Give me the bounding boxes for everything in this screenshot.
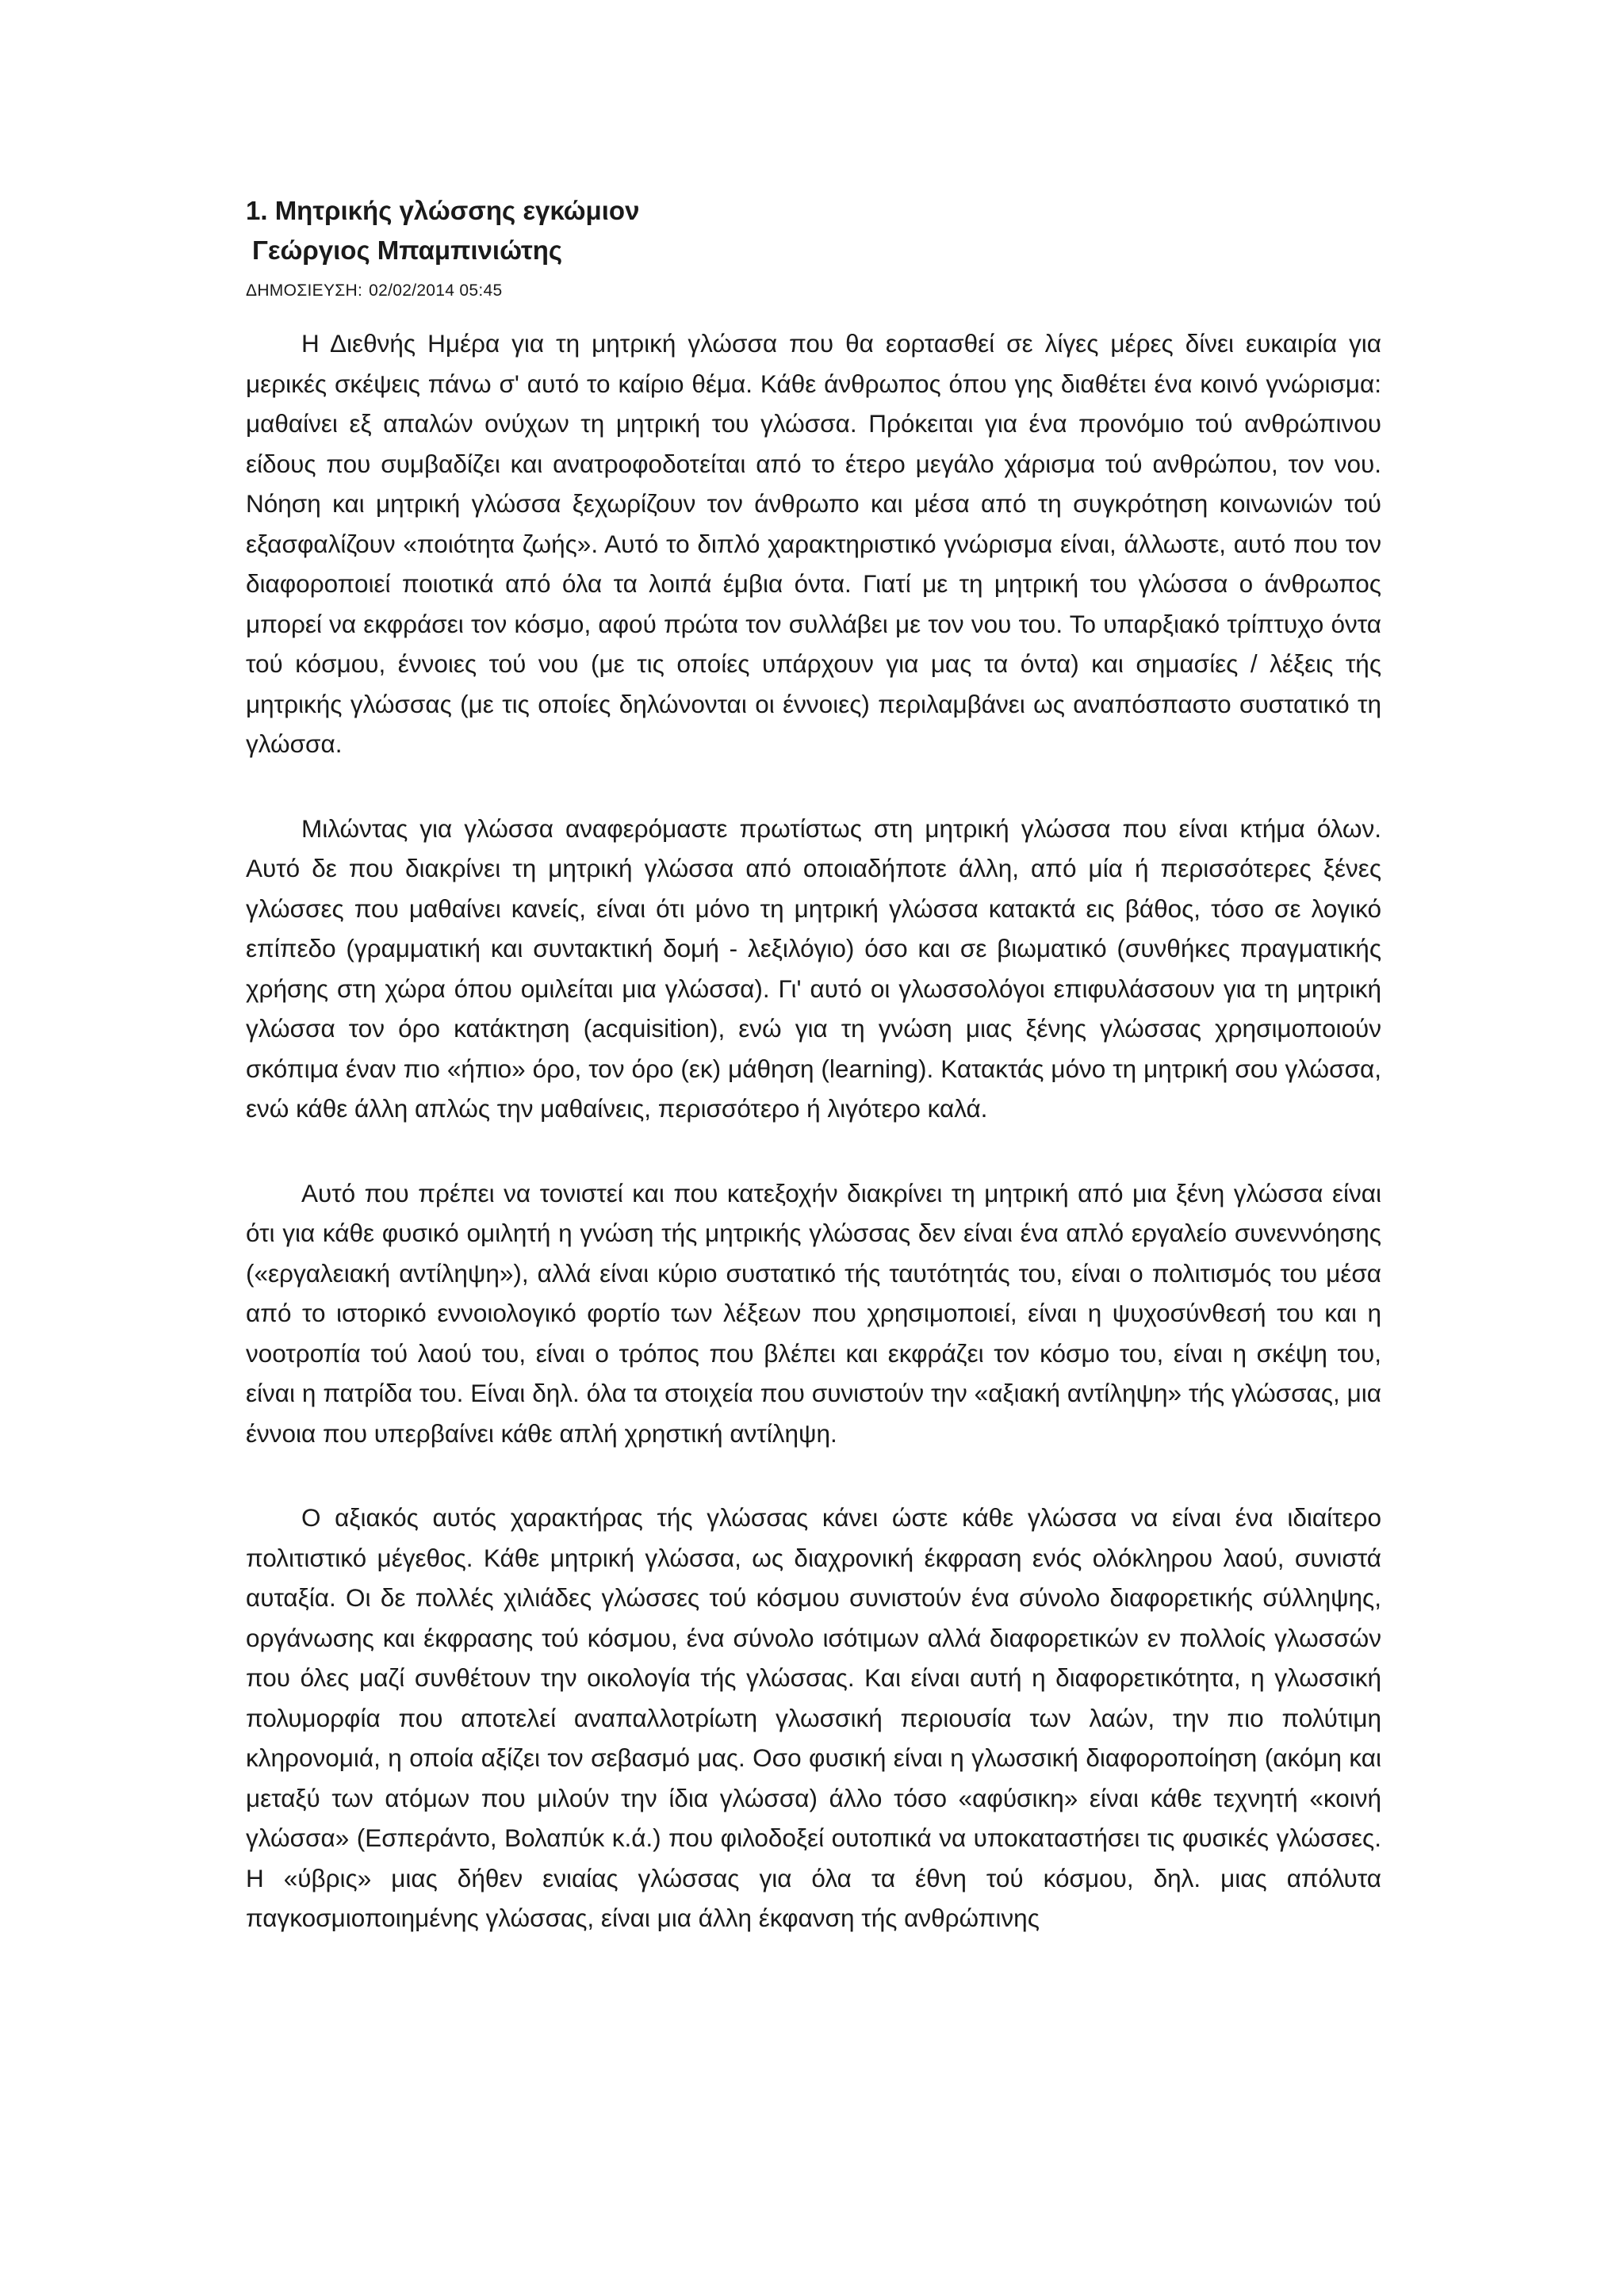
article bbox=[246, 193, 1381, 1938]
paragraph: Η Διεθνής Ημέρα για τη μητρική γλώσσα που θα εορτασθεί σε λίγες μέρες δίνει ευκαιρία για μερικές σκέψεις πάνω σ' αυτό το καίριο θέμα. Κάθε άνθρωπος όπου γης διαθέτει ένα κοινό γνώρισμα: μαθαίνει εξ απαλών ονύχων τη μητρική του γλώσσα. Πρόκειται για ένα προνόμιο τού ανθρώπινου είδους που συμβαδίζει και ανατροφοδοτείται από το έτερο μεγάλο χάρισμα τού ανθρώπου, τον νου. Νόηση και μητρική γλώσσα ξεχωρίζουν τον άνθρωπο και μέσα από τη συγκρότηση κοινωνιών τού εξασφαλίζουν «ποιότητα ζωής». Αυτό το διπλό χαρακτηριστικό γνώρισμα είναι, άλλωστε, αυτό που τον διαφοροποιεί ποιοτικά από όλα τα λοιπά έμβια όντα. Γιατί με τη μητρική του γλώσσα ο άνθρωπος μπορεί να εκφράσει τον κόσμο, αφού πρώτα τον συλλάβει με τον νου του. Το υπαρξιακό τρίπτυχο όντα τού κόσμου, έννοιες τού νου (με τις οποίες υπάρχουν για μας τα όντα) και σημασίες / λέξεις τής μητρικής γλώσσας (με τις οποίες δηλώνονται οι έννοιες) περιλαμβάνει ως αναπόσπαστο συστατικό τη γλώσσα. bbox=[246, 329, 1381, 758]
paragraph: Ο αξιακός αυτός χαρακτήρας τής γλώσσας κάνει ώστε κάθε γλώσσα να είναι ένα ιδιαίτερο πολιτιστικό μέγεθος. Κάθε μητρική γλώσσα, ως διαχρονική έκφραση ενός ολόκληρου λαού, συνιστά αυταξία. Οι δε πολλές χιλιάδες γλώσσες τού κόσμου συνιστούν ένα σύνολο διαφορετικής σύλληψης, οργάνωσης και έκφρασης τού κόσμου, ένα σύνολο ισότιμων αλλά διαφορετικών εν πολλοίς γλωσσών που όλες μαζί συνθέτουν την οικολογία τής γλώσσας. Και είναι αυτή η διαφορετικότητα, η γλωσσική πολυμορφία που αποτελεί αναπαλλοτρίωτη γλωσσική περιουσία των λαών, την πιο πολύτιμη κληρονομιά, η οποία αξίζει τον σεβασμό μας. Οσο φυσική είναι η γλωσσική διαφοροποίηση (ακόμη και μεταξύ των ατόμων που μιλούν την ίδια γλώσσα) άλλο τόσο «αφύσικη» είναι κάθε τεχνητή «κοινή γλώσσα» (Εσπεράντο, Βολαπύκ κ.ά.) που φιλοδοξεί ουτοπικά να υποκαταστήσει τις φυσικές γλώσσες. Η «ύβρις» μιας δήθεν ενιαίας γλώσσας για όλα τα έθνη τού κόσμου, δηλ. μιας απόλυτα παγκοσμιοποιημένης γλώσσας, είναι μια άλλη έκφανση τής ανθρώπινης bbox=[246, 1503, 1381, 1932]
paragraph: Αυτό που πρέπει να τονιστεί και που κατεξοχήν διακρίνει τη μητρική από μια ξένη γλώσσα είναι ότι για κάθε φυσικό ομιλητή η γνώση τής μητρικής γλώσσας δεν είναι ένα απλό εργαλείο συνεννόησης («εργαλειακή αντίληψη»), αλλά είναι κύριο συστατικό τής ταυτότητάς του, είναι ο πολιτισμός του μέσα από το ιστορικό εννοιολογικό φορτίο των λέξεων που χρησιμοποιεί, είναι η ψυχοσύνθεσή του και η νοοτροπία τού λαού του, είναι ο τρόπος που βλέπει και εκφράζει τον κόσμο του, είναι η σκέψη του, είναι η πατρίδα του. Είναι δηλ. όλα τα στοιχεία που συνιστούν την «αξιακή αντίληψη» τής γλώσσας, μια έννοια που υπερβαίνει κάθε απλή χρηστική αντίληψη. bbox=[246, 1178, 1381, 1448]
article-body bbox=[246, 323, 1381, 1938]
published-label: ΔΗΜΟΣΙΕΥΣΗ: bbox=[246, 281, 363, 300]
article-author: Γεώργιος Μπαμπινιώτης bbox=[252, 235, 563, 265]
article-title: 1. Μητρικής γλώσσης εγκώμιον bbox=[246, 196, 640, 225]
publication-date bbox=[246, 279, 1381, 303]
paragraph: Μιλώντας για γλώσσα αναφερόμαστε πρωτίστως στη μητρική γλώσσα που είναι κτήμα όλων. Αυτό δε που διακρίνει τη μητρική γλώσσα από οποιαδήποτε άλλη, από μία ή περισσότερες ξένες γλώσσες που μαθαίνει κανείς, είναι ότι μόνο τη μητρική γλώσσα κατακτά εις βάθος, τόσο σε λογικό επίπεδο (γραμματική και συντακτική δομή - λεξιλόγιο) όσο και σε βιωματικό (συνθήκες πραγματικής χρήσης στη χώρα όπου ομιλείται μια γλώσσα). Γι' αυτό οι γλωσσολόγοι επιφυλάσσουν για τη μητρική γλώσσα τον όρο κατάκτηση (acquisition), ενώ για τη γνώση μιας ξένης γλώσσας χρησιμοποιούν σκόπιμα έναν πιο «ήπιο» όρο, τον όρο (εκ) μάθηση (learning). Κατακτάς μόνο τη μητρική σου γλώσσα, ενώ κάθε άλλη απλώς την μαθαίνεις, περισσότερο ή λιγότερο καλά. bbox=[246, 813, 1381, 1123]
published-value: 02/02/2014 05:45 bbox=[369, 281, 503, 300]
